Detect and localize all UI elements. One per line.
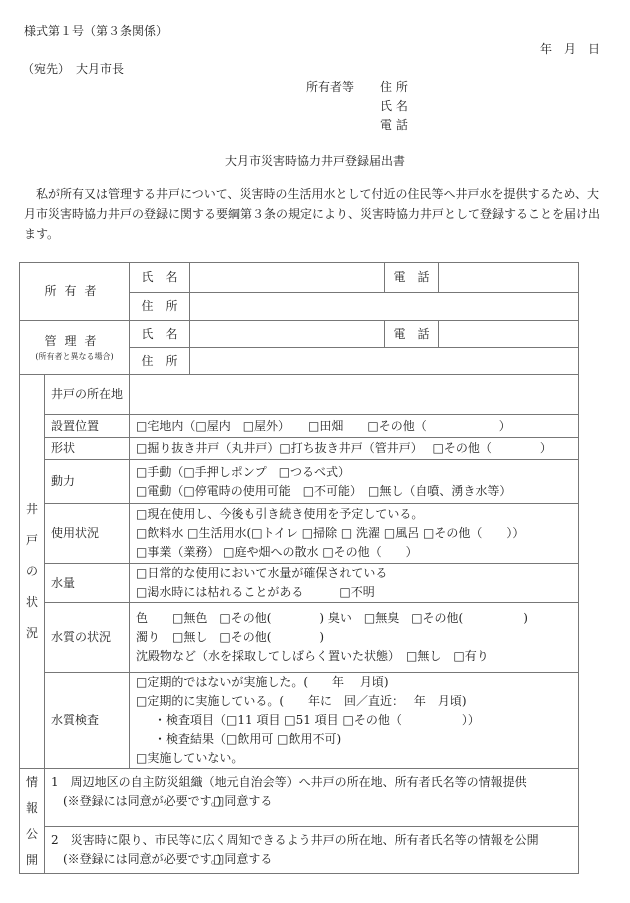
owner-phone-label: 電 話 (385, 263, 439, 293)
body-text: 私が所有又は管理する井戸について、災害時の生活用水として付近の住民等へ井戸水を提供するため、大月市災害時協力井戸の登録に関する要綱第３条の規定により、災害時協力井戸として登録することを届け出ます。 (24, 187, 601, 241)
applicant-label: 所有者等 (306, 80, 355, 94)
well-row-shape (20, 438, 579, 460)
option-line[interactable]: □手動（□手押しポンプ □つるべ式） (136, 464, 351, 479)
row-label: 水質検査 (45, 673, 130, 769)
manager-name-input[interactable] (190, 321, 385, 348)
consent-note: (※登録には同意が必要です。) (63, 794, 222, 808)
option-line[interactable]: ・検査項目（□11 項目 □51 項目 □その他（ ）） (154, 713, 480, 727)
well-row-usage (20, 504, 579, 564)
option-line[interactable]: □現在使用し、今後も引き続き使用を予定している。 (136, 507, 424, 521)
disclosure-row (20, 827, 579, 874)
manager-address-label: 住 所 (130, 348, 190, 375)
owner-name-input[interactable] (190, 263, 385, 293)
group-label-char: 況 (25, 626, 38, 640)
disclosure-group-label (20, 769, 45, 874)
applicant-phone-label: 電 話 (380, 118, 408, 132)
option-line[interactable]: □宅地内（□屋内 □屋外） □田畑 □その他（ ） (136, 418, 511, 433)
manager-label: 管理者 (所有者と異なる場合) (20, 321, 130, 375)
row-content-water-volume[interactable] (130, 564, 579, 603)
option-line[interactable]: □掘り抜き井戸（丸井戸）□打ち抜き井戸（管井戸） □その他（ ） (136, 441, 552, 455)
registration-table (19, 262, 579, 874)
manager-phone-input[interactable] (439, 321, 579, 348)
disclosure-text: 1 周辺地区の自主防災組織（地元自治会等）へ井戸の所在地、所有者氏名等の情報提供 (51, 775, 527, 789)
owner-label: 所有者 (20, 263, 130, 321)
group-label-char: 報 (25, 801, 38, 815)
row-label: 使用状況 (45, 504, 130, 564)
row-content-water-test[interactable] (130, 673, 579, 769)
applicant-address-label: 住 所 (380, 80, 408, 94)
date-field: 年 月 日 (540, 42, 601, 56)
owner-address-label: 住 所 (130, 293, 190, 321)
row-content-install-position[interactable] (130, 415, 579, 438)
well-row-water-test (20, 673, 579, 769)
manager-name-label: 氏 名 (130, 321, 190, 348)
row-label: 水量 (45, 564, 130, 603)
document-title: 大月市災害時協力井戸登録届出書 (224, 154, 405, 168)
row-content-power[interactable] (130, 460, 579, 504)
well-row-power (20, 460, 579, 504)
group-label-char: 状 (25, 595, 38, 609)
option-line[interactable]: □定期的ではないが実施した。( 年 月頃) (136, 675, 389, 689)
consent-checkbox[interactable]: □同意する (213, 852, 273, 867)
option-line[interactable]: □日常的な使用において水量が確保されている (136, 566, 388, 580)
option-line[interactable]: □飲料水 □生活用水(□トイレ □掃除 □ 洗濯 □風呂 □その他（ ）） (136, 526, 525, 540)
row-label: 井戸の所在地 (45, 375, 130, 415)
group-label-char: 開 (25, 853, 38, 867)
option-line[interactable]: □事業（業務） □庭や畑への散水 □その他（ ） (136, 545, 418, 559)
consent-checkbox[interactable]: □同意する (213, 794, 273, 808)
row-label: 形状 (45, 438, 130, 460)
disclosure-item (45, 769, 579, 827)
consent-note: (※登録には同意が必要です。) (63, 852, 222, 867)
group-label-char: 戸 (25, 533, 38, 547)
group-label-char: の (25, 564, 38, 578)
option-line[interactable]: 濁り □無し □その他( ) (136, 630, 325, 644)
disclosure-text: 2 災害時に限り、市民等に広く周知できるよう井戸の所在地、所有者氏名等の情報を公開 (51, 833, 539, 848)
applicant-name-label: 氏 名 (380, 99, 408, 113)
well-row-water-quality (20, 603, 579, 673)
row-label: 水質の状況 (45, 603, 130, 673)
option-line[interactable]: □実施していない。 (136, 751, 244, 765)
option-line[interactable]: 沈殿物など（水を採取してしばらく置いた状態） □無し □有り (136, 649, 489, 663)
row-content-water-quality[interactable] (130, 603, 579, 673)
disclosure-item (45, 827, 579, 874)
manager-note: (所有者と異なる場合) (35, 352, 114, 361)
row-content-shape[interactable] (130, 438, 579, 460)
group-label-char: 公 (25, 827, 38, 841)
well-row-install-position (20, 415, 579, 438)
well-row-location (20, 375, 579, 415)
option-line[interactable]: □渇水時には枯れることがある □不明 (136, 585, 375, 599)
addressee: （宛先） 大月市長 (22, 62, 125, 76)
row-content-location[interactable] (130, 375, 579, 415)
row-label: 設置位置 (45, 415, 130, 438)
row-label: 動力 (45, 460, 130, 504)
option-line[interactable]: 色 □無色 □その他( ) 臭い □無臭 □その他( ) (136, 611, 528, 625)
disclosure-row (20, 769, 579, 827)
owner-address-input[interactable] (190, 293, 579, 321)
owner-phone-input[interactable] (439, 263, 579, 293)
well-status-group-label (20, 375, 45, 769)
option-line[interactable]: □電動（□停電時の使用可能 □不可能） □無し（自噴、湧き水等） (136, 483, 512, 498)
group-label-char: 井 (25, 502, 38, 516)
row-content-usage[interactable] (130, 504, 579, 564)
option-line[interactable]: ・検査結果（□飲用可 □飲用不可) (154, 732, 342, 746)
group-label-char: 情 (25, 775, 38, 789)
manager-phone-label: 電 話 (385, 321, 439, 348)
option-line[interactable]: □定期的に実施している。( 年に 回／直近： 年 月頃) (136, 694, 467, 708)
well-row-water-volume (20, 564, 579, 603)
manager-address-input[interactable] (190, 348, 579, 375)
form-number: 様式第１号（第３条関係） (24, 24, 169, 38)
owner-name-label: 氏 名 (130, 263, 190, 293)
